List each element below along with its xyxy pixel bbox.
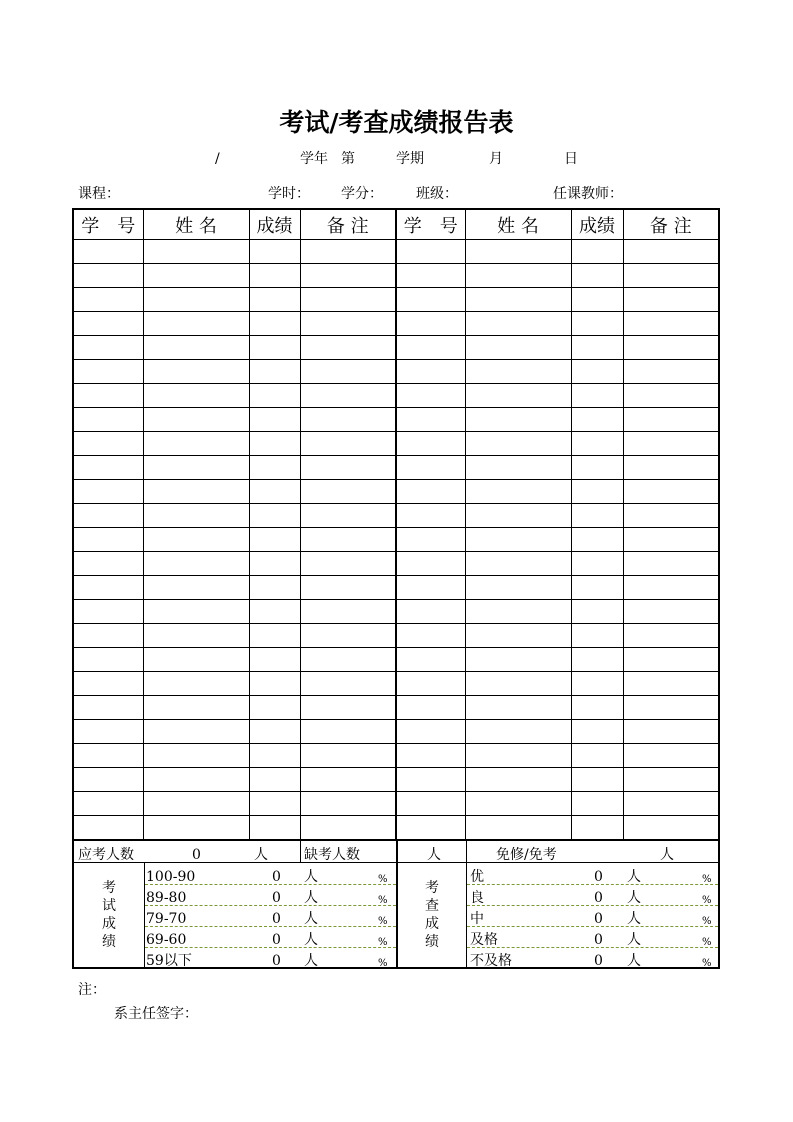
table-cell xyxy=(571,288,623,312)
table-row xyxy=(73,696,719,720)
table-cell xyxy=(249,600,300,624)
exam-score-label: 考 试 成 绩 xyxy=(102,880,116,950)
table-cell xyxy=(143,360,249,384)
table-cell xyxy=(571,336,623,360)
check-count: 0 xyxy=(594,953,603,969)
check-count: 0 xyxy=(594,911,603,927)
table-cell xyxy=(571,624,623,648)
table-cell xyxy=(571,792,623,816)
table-cell xyxy=(465,624,571,648)
check-percent: % xyxy=(702,916,712,927)
table-cell xyxy=(249,744,300,768)
table-row xyxy=(73,312,719,336)
exempt-unit: 人 xyxy=(660,847,674,863)
table-cell xyxy=(143,792,249,816)
exam-percent: % xyxy=(378,958,388,969)
table-cell xyxy=(571,600,623,624)
table-cell xyxy=(143,456,249,480)
table-cell xyxy=(300,384,396,408)
table-cell xyxy=(73,528,143,552)
table-cell xyxy=(300,792,396,816)
table-cell xyxy=(396,264,465,288)
table-cell xyxy=(623,528,719,552)
check-unit: 人 xyxy=(627,869,641,885)
table-cell xyxy=(465,528,571,552)
table-row xyxy=(73,264,719,288)
exam-unit: 人 xyxy=(304,869,318,885)
table-cell xyxy=(396,240,465,264)
table-cell xyxy=(623,384,719,408)
table-cell xyxy=(73,432,143,456)
table-row xyxy=(73,552,719,576)
table-cell xyxy=(623,408,719,432)
check-grade: 优 xyxy=(470,869,484,885)
table-cell xyxy=(143,672,249,696)
table-cell xyxy=(623,696,719,720)
table-row xyxy=(73,240,719,264)
table-cell xyxy=(396,408,465,432)
table-cell xyxy=(465,384,571,408)
table-cell xyxy=(249,360,300,384)
check-count: 0 xyxy=(594,869,603,885)
exam-percent: % xyxy=(378,895,388,906)
exam-range: 69-60 xyxy=(146,932,187,948)
table-row xyxy=(73,600,719,624)
header-score-right: 成绩 xyxy=(571,209,623,240)
header-remarks-left: 备 注 xyxy=(300,209,396,240)
table-row xyxy=(73,456,719,480)
exam-percent: % xyxy=(378,874,388,885)
note-label: 注： xyxy=(78,982,106,998)
table-cell xyxy=(396,360,465,384)
table-row xyxy=(73,816,719,841)
table-cell xyxy=(143,336,249,360)
table-cell xyxy=(73,240,143,264)
exam-count: 0 xyxy=(272,890,281,906)
table-cell xyxy=(571,696,623,720)
table-cell xyxy=(300,552,396,576)
table-cell xyxy=(249,456,300,480)
table-cell xyxy=(300,240,396,264)
grade-table xyxy=(72,208,720,841)
table-cell xyxy=(571,816,623,841)
table-cell xyxy=(249,384,300,408)
table-cell xyxy=(300,696,396,720)
table-cell xyxy=(249,480,300,504)
table-cell xyxy=(571,576,623,600)
table-cell xyxy=(249,816,300,841)
table-cell xyxy=(465,240,571,264)
table-cell xyxy=(396,480,465,504)
check-count: 0 xyxy=(594,932,603,948)
exam-percent: % xyxy=(378,937,388,948)
table-cell xyxy=(623,552,719,576)
table-row xyxy=(73,792,719,816)
table-cell xyxy=(396,312,465,336)
table-cell xyxy=(623,600,719,624)
table-cell xyxy=(396,792,465,816)
table-cell xyxy=(465,288,571,312)
absent-unit: 人 xyxy=(427,847,441,863)
check-percent: % xyxy=(702,937,712,948)
table-cell xyxy=(623,480,719,504)
table-cell xyxy=(73,408,143,432)
table-cell xyxy=(143,408,249,432)
table-cell xyxy=(571,648,623,672)
table-cell xyxy=(300,768,396,792)
teacher-label: 任课教师： xyxy=(553,186,623,202)
class-label: 班级： xyxy=(416,186,458,202)
table-cell xyxy=(571,552,623,576)
table-cell xyxy=(396,504,465,528)
table-cell xyxy=(465,552,571,576)
table-cell xyxy=(396,672,465,696)
table-cell xyxy=(249,240,300,264)
should-attend-value: 0 xyxy=(192,847,201,863)
table-cell xyxy=(396,624,465,648)
table-cell xyxy=(300,672,396,696)
table-cell xyxy=(143,744,249,768)
table-cell xyxy=(73,744,143,768)
table-cell xyxy=(623,288,719,312)
table-cell xyxy=(249,672,300,696)
should-attend-unit: 人 xyxy=(254,847,268,863)
table-cell xyxy=(300,336,396,360)
table-cell xyxy=(300,816,396,841)
table-cell xyxy=(465,696,571,720)
table-cell xyxy=(465,744,571,768)
table-cell xyxy=(571,504,623,528)
table-cell xyxy=(73,624,143,648)
semester-label: 学期 xyxy=(396,151,424,167)
table-cell xyxy=(465,432,571,456)
table-cell xyxy=(396,336,465,360)
table-header-row xyxy=(73,209,719,240)
table-cell xyxy=(300,648,396,672)
table-cell xyxy=(249,336,300,360)
table-cell xyxy=(396,384,465,408)
table-cell xyxy=(623,360,719,384)
table-cell xyxy=(249,696,300,720)
table-cell xyxy=(465,720,571,744)
exam-unit: 人 xyxy=(304,953,318,969)
table-cell xyxy=(143,288,249,312)
should-attend-label: 应考人数 xyxy=(78,847,134,863)
table-row xyxy=(73,504,719,528)
header-score-left: 成绩 xyxy=(249,209,300,240)
table-cell xyxy=(623,816,719,841)
exam-range: 79-70 xyxy=(146,911,187,927)
table-cell xyxy=(73,312,143,336)
table-cell xyxy=(73,288,143,312)
table-cell xyxy=(73,696,143,720)
table-cell xyxy=(143,600,249,624)
table-row xyxy=(73,360,719,384)
credits-label: 学分： xyxy=(341,186,383,202)
table-cell xyxy=(465,408,571,432)
table-cell xyxy=(396,432,465,456)
table-cell xyxy=(571,768,623,792)
check-unit: 人 xyxy=(627,932,641,948)
table-cell xyxy=(73,648,143,672)
exam-unit: 人 xyxy=(304,890,318,906)
table-cell xyxy=(143,432,249,456)
exam-count: 0 xyxy=(272,869,281,885)
table-cell xyxy=(396,744,465,768)
check-unit: 人 xyxy=(627,911,641,927)
table-cell xyxy=(249,552,300,576)
table-cell xyxy=(623,576,719,600)
table-cell xyxy=(623,768,719,792)
table-cell xyxy=(300,528,396,552)
table-cell xyxy=(249,624,300,648)
table-cell xyxy=(623,432,719,456)
table-cell xyxy=(249,264,300,288)
table-cell xyxy=(249,432,300,456)
table-cell xyxy=(143,504,249,528)
table-cell xyxy=(623,648,719,672)
exam-percent: % xyxy=(378,916,388,927)
table-cell xyxy=(73,768,143,792)
table-cell xyxy=(300,312,396,336)
table-cell xyxy=(143,480,249,504)
table-cell xyxy=(73,792,143,816)
table-cell xyxy=(465,264,571,288)
table-cell xyxy=(73,264,143,288)
table-cell xyxy=(623,624,719,648)
table-cell xyxy=(465,816,571,841)
header-student-id-right: 学 号 xyxy=(396,209,465,240)
table-cell xyxy=(465,456,571,480)
table-cell xyxy=(396,600,465,624)
statistics-section xyxy=(72,839,720,969)
table-cell xyxy=(249,312,300,336)
check-unit: 人 xyxy=(627,953,641,969)
table-row xyxy=(73,288,719,312)
absent-label: 缺考人数 xyxy=(304,847,360,863)
exam-count: 0 xyxy=(272,932,281,948)
table-cell xyxy=(249,288,300,312)
table-cell xyxy=(623,504,719,528)
page-title: 考试/考查成绩报告表 xyxy=(279,108,514,137)
table-row xyxy=(73,624,719,648)
table-cell xyxy=(571,528,623,552)
table-cell xyxy=(73,456,143,480)
table-cell xyxy=(300,576,396,600)
table-cell xyxy=(300,408,396,432)
check-grade: 不及格 xyxy=(470,953,512,969)
table-cell xyxy=(143,768,249,792)
month-label: 月 xyxy=(489,151,503,167)
exam-range: 89-80 xyxy=(146,890,187,906)
table-cell xyxy=(571,480,623,504)
table-cell xyxy=(73,504,143,528)
table-cell xyxy=(143,240,249,264)
day-label: 日 xyxy=(564,151,578,167)
header-student-id-left: 学 号 xyxy=(73,209,143,240)
exam-unit: 人 xyxy=(304,911,318,927)
table-row xyxy=(73,432,719,456)
table-cell xyxy=(465,672,571,696)
table-cell xyxy=(623,672,719,696)
table-cell xyxy=(465,768,571,792)
header-remarks-right: 备 注 xyxy=(623,209,719,240)
table-cell xyxy=(623,312,719,336)
table-cell xyxy=(73,480,143,504)
table-cell xyxy=(465,792,571,816)
table-cell xyxy=(396,288,465,312)
table-cell xyxy=(571,264,623,288)
table-cell xyxy=(249,720,300,744)
table-cell xyxy=(249,408,300,432)
table-cell xyxy=(465,504,571,528)
table-cell xyxy=(465,312,571,336)
table-cell xyxy=(396,552,465,576)
table-cell xyxy=(73,672,143,696)
exam-range: 59以下 xyxy=(146,953,192,969)
exam-count: 0 xyxy=(272,953,281,969)
check-score-label: 考 查 成 绩 xyxy=(425,880,439,950)
table-row xyxy=(73,336,719,360)
table-cell xyxy=(73,816,143,841)
table-cell xyxy=(143,576,249,600)
table-cell xyxy=(571,432,623,456)
table-cell xyxy=(143,720,249,744)
table-cell xyxy=(571,744,623,768)
table-cell xyxy=(143,624,249,648)
table-cell xyxy=(249,504,300,528)
table-cell xyxy=(465,480,571,504)
table-cell xyxy=(249,576,300,600)
table-cell xyxy=(143,552,249,576)
table-cell xyxy=(396,816,465,841)
academic-year-label: 学年 xyxy=(300,151,328,167)
table-cell xyxy=(73,576,143,600)
table-cell xyxy=(300,744,396,768)
check-count: 0 xyxy=(594,890,603,906)
table-row xyxy=(73,408,719,432)
table-cell xyxy=(143,528,249,552)
table-cell xyxy=(623,792,719,816)
table-cell xyxy=(143,384,249,408)
table-row xyxy=(73,480,719,504)
table-cell xyxy=(623,456,719,480)
table-cell xyxy=(623,264,719,288)
table-cell xyxy=(465,336,571,360)
header-name-right: 姓 名 xyxy=(465,209,571,240)
table-row xyxy=(73,672,719,696)
table-cell xyxy=(73,384,143,408)
table-cell xyxy=(571,720,623,744)
table-cell xyxy=(396,456,465,480)
table-cell xyxy=(300,360,396,384)
table-cell xyxy=(396,528,465,552)
table-cell xyxy=(396,768,465,792)
ordinal-label: 第 xyxy=(341,151,355,167)
table-cell xyxy=(396,720,465,744)
table-cell xyxy=(73,336,143,360)
check-grade: 及格 xyxy=(470,932,498,948)
table-cell xyxy=(73,720,143,744)
table-cell xyxy=(300,600,396,624)
table-cell xyxy=(73,552,143,576)
exam-unit: 人 xyxy=(304,932,318,948)
table-cell xyxy=(300,264,396,288)
exam-count: 0 xyxy=(272,911,281,927)
table-cell xyxy=(571,672,623,696)
table-cell xyxy=(300,480,396,504)
table-cell xyxy=(300,720,396,744)
check-percent: % xyxy=(702,958,712,969)
table-cell xyxy=(249,792,300,816)
signature-label: 系主任签字： xyxy=(114,1006,198,1022)
check-grade: 良 xyxy=(470,890,484,906)
table-cell xyxy=(623,720,719,744)
table-cell xyxy=(249,528,300,552)
table-row xyxy=(73,768,719,792)
hours-label: 学时： xyxy=(268,186,310,202)
table-row xyxy=(73,744,719,768)
table-cell xyxy=(143,312,249,336)
table-cell xyxy=(300,456,396,480)
table-cell xyxy=(143,264,249,288)
table-cell xyxy=(73,600,143,624)
table-cell xyxy=(571,384,623,408)
table-cell xyxy=(300,432,396,456)
table-cell xyxy=(143,648,249,672)
table-row xyxy=(73,528,719,552)
table-cell xyxy=(396,696,465,720)
course-label: 课程： xyxy=(78,186,120,202)
table-cell xyxy=(571,312,623,336)
table-cell xyxy=(73,360,143,384)
table-row xyxy=(73,384,719,408)
check-grade: 中 xyxy=(470,911,484,927)
table-cell xyxy=(300,504,396,528)
exempt-label: 免修/免考 xyxy=(496,847,557,863)
table-cell xyxy=(300,624,396,648)
table-cell xyxy=(465,600,571,624)
table-cell xyxy=(623,240,719,264)
check-percent: % xyxy=(702,874,712,885)
check-unit: 人 xyxy=(627,890,641,906)
exam-range: 100-90 xyxy=(146,869,196,885)
table-cell xyxy=(143,816,249,841)
table-cell xyxy=(571,456,623,480)
table-row xyxy=(73,720,719,744)
table-cell xyxy=(249,768,300,792)
table-cell xyxy=(571,360,623,384)
table-row xyxy=(73,648,719,672)
table-cell xyxy=(465,360,571,384)
table-cell xyxy=(623,336,719,360)
header-name-left: 姓 名 xyxy=(143,209,249,240)
table-cell xyxy=(396,576,465,600)
table-cell xyxy=(623,744,719,768)
table-cell xyxy=(571,408,623,432)
table-cell xyxy=(396,648,465,672)
table-cell xyxy=(300,288,396,312)
table-cell xyxy=(143,696,249,720)
check-percent: % xyxy=(702,895,712,906)
table-row xyxy=(73,576,719,600)
table-cell xyxy=(571,240,623,264)
table-cell xyxy=(249,648,300,672)
table-cell xyxy=(465,648,571,672)
table-cell xyxy=(465,576,571,600)
year-separator: / xyxy=(215,151,220,167)
